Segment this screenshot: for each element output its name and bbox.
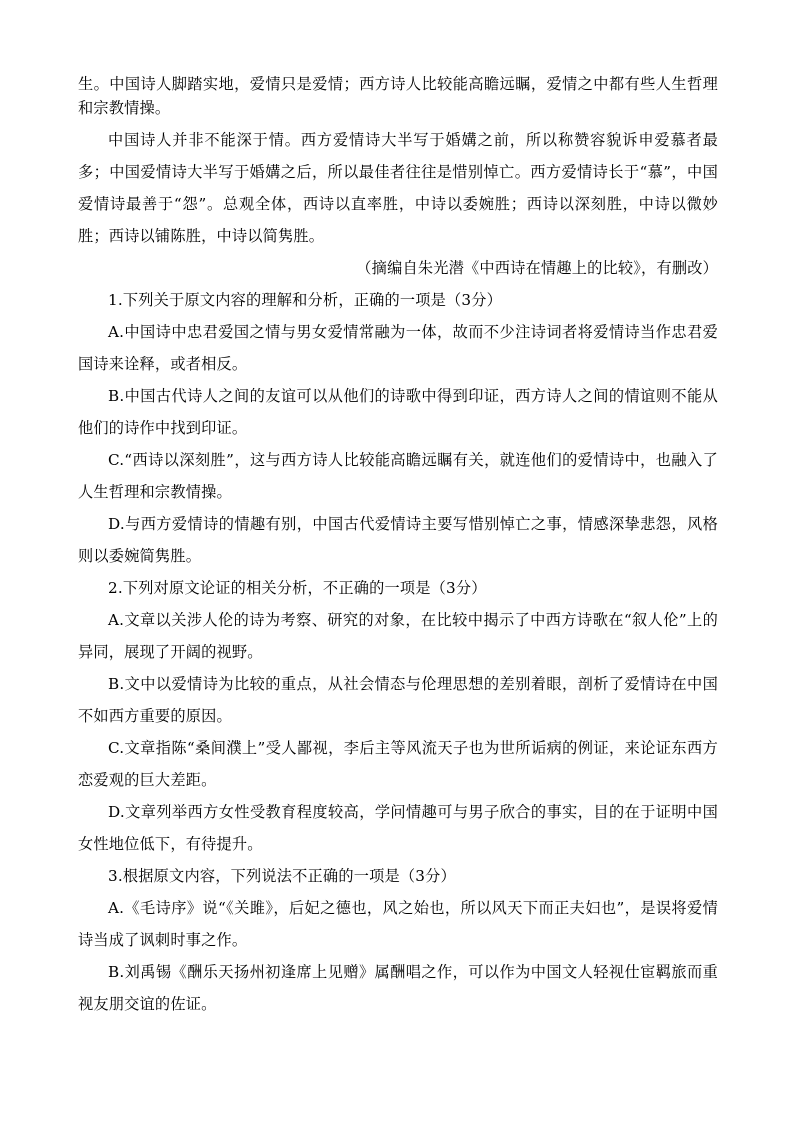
question-2-option-b: B.文中以爱情诗为比较的重点，从社会情态与伦理思想的差别着眼，剖析了爱情诗在中国不如西方重要的原因。 <box>78 675 718 725</box>
question-1-option-d: D.与西方爱情诗的情趣有别，中国古代爱情诗主要写惜别悼亡之事，情感深挚悲怨，风格则以委婉简隽胜。 <box>78 515 718 565</box>
question-1-option-a: A.中国诗中忠君爱国之情与男女爱情常融为一体，故而不少注诗词者将爱情诗当作忠君爱国诗来诠释，或者相反。 <box>78 323 718 373</box>
question-2-option-d: D.文章列举西方女性受教育程度较高，学问情趣可与男子欣合的事实，目的在于证明中国女性地位低下，有待提升。 <box>78 803 718 853</box>
question-3-option-b: B.刘禹锡《酬乐天扬州初逢席上见赠》属酬唱之作，可以作为中国文人轻视仕宦羁旅而重视友朋交谊的佐证。 <box>78 963 718 1013</box>
question-2-option-c: C.文章指陈“桑间濮上”受人鄙视，李后主等风流天子也为世所诟病的例证，来论证东西方恋爱观的巨大差距。 <box>78 739 718 789</box>
question-2-option-a: A.文章以关涉人伦的诗为考察、研究的对象，在比较中揭示了中西方诗歌在“叙人伦”上的异同，展现了开阔的视野。 <box>78 611 718 661</box>
question-3-stem: 3.根据原文内容，下列说法不正确的一项是（3分） <box>108 867 456 885</box>
question-2-stem: 2.下列对原文论证的相关分析，不正确的一项是（3分） <box>108 579 487 597</box>
question-1-option-c: C.“西诗以深刻胜”，这与西方诗人比较能高瞻远瞩有关，就连他们的爱情诗中，也融入了人生哲理和宗教情操。 <box>78 451 718 501</box>
question-3-option-a: A.《毛诗序》说“《关雎》，后妃之德也，风之始也，所以风天下而正夫妇也”，是误将爱情诗当成了讽刺时事之作。 <box>78 899 718 949</box>
passage-paragraph-2: 中国诗人并非不能深于情。西方爱情诗大半写于婚媾之前，所以称赞容貌诉申爱慕者最多；中国爱情诗大半写于婚媾之后，所以最佳者往往是惜别悼亡。西方爱情诗长于“慕”，中国爱情诗最善于“怨”。总观全体，西诗以直率胜，中诗以委婉胜；西诗以深刻胜，中诗以微妙胜；西诗以铺陈胜，中诗以简隽胜。 <box>78 131 718 245</box>
question-1-stem: 1.下列关于原文内容的理解和分析，正确的一项是（3分） <box>108 291 503 309</box>
passage-source: （摘编自朱光潜《中西诗在情趣上的比较》，有删改） <box>356 259 718 277</box>
passage-paragraph-1: 生。中国诗人脚踏实地，爱情只是爱情；西方诗人比较能高瞻远瞩，爱情之中都有些人生哲理和宗教情操。 <box>78 75 718 117</box>
question-1-option-b: B.中国古代诗人之间的友谊可以从他们的诗歌中得到印证，西方诗人之间的情谊则不能从他们的诗作中找到印证。 <box>78 387 718 437</box>
